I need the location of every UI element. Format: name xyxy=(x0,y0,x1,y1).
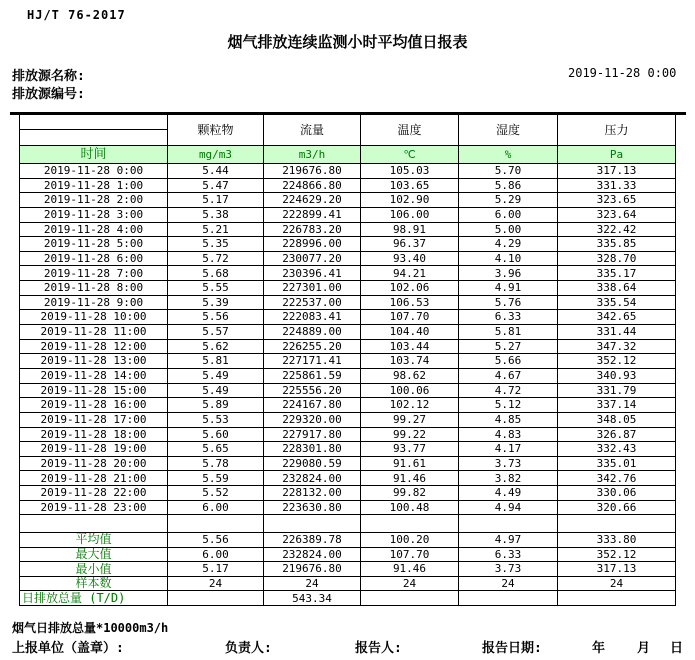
value-cell: 5.00 xyxy=(459,222,558,237)
time-cell: 2019-11-28 8:00 xyxy=(20,281,168,296)
value-cell: 5.78 xyxy=(168,456,264,471)
units-row xyxy=(20,146,676,164)
value-cell: 5.89 xyxy=(168,398,264,413)
time-cell: 2019-11-28 17:00 xyxy=(20,412,168,427)
year-label: 年 xyxy=(592,641,606,656)
value-cell: 335.54 xyxy=(558,295,676,310)
month-label: 月 xyxy=(637,641,651,656)
page-title: 烟气排放连续监测小时平均值日报表 xyxy=(227,33,468,51)
value-cell: 326.87 xyxy=(558,427,676,442)
value-cell: 5.59 xyxy=(168,471,264,486)
time-cell: 2019-11-28 5:00 xyxy=(20,237,168,252)
value-cell: 5.55 xyxy=(168,281,264,296)
time-cell: 2019-11-28 6:00 xyxy=(20,251,168,266)
value-cell: 5.49 xyxy=(168,368,264,383)
value-cell: 224889.00 xyxy=(264,325,361,340)
value-cell: 335.01 xyxy=(558,456,676,471)
value-cell: 93.40 xyxy=(361,251,459,266)
value-cell: 222537.00 xyxy=(264,295,361,310)
value-cell: 4.17 xyxy=(459,442,558,457)
time-cell: 2019-11-28 7:00 xyxy=(20,266,168,281)
summary-value-cell xyxy=(361,591,459,606)
daily-total-note: 烟气日排放总量*10000m3/h xyxy=(12,621,169,635)
table-row xyxy=(20,368,676,383)
value-cell: 102.12 xyxy=(361,398,459,413)
value-cell: 5.53 xyxy=(168,412,264,427)
table-row xyxy=(20,178,676,193)
table-row xyxy=(20,442,676,457)
value-cell: 225556.20 xyxy=(264,383,361,398)
value-cell: 6.00 xyxy=(459,207,558,222)
summary-value-cell: 91.46 xyxy=(361,562,459,577)
header-empty-cell xyxy=(20,130,168,146)
value-cell: 5.56 xyxy=(168,310,264,325)
unit-pressure: Pa xyxy=(558,146,676,164)
time-cell: 2019-11-28 1:00 xyxy=(20,178,168,193)
value-cell: 102.06 xyxy=(361,281,459,296)
table-row xyxy=(20,383,676,398)
value-cell: 4.85 xyxy=(459,412,558,427)
header-row-top xyxy=(20,115,676,130)
value-cell: 99.22 xyxy=(361,427,459,442)
reporter-label: 报告人: xyxy=(355,641,402,656)
value-cell: 5.44 xyxy=(168,164,264,179)
value-cell: 342.65 xyxy=(558,310,676,325)
value-cell: 317.13 xyxy=(558,164,676,179)
value-cell: 335.85 xyxy=(558,237,676,252)
column-header-pm: 颗粒物 xyxy=(168,115,264,146)
table-row xyxy=(20,207,676,222)
value-cell: 348.05 xyxy=(558,412,676,427)
time-cell: 2019-11-28 12:00 xyxy=(20,339,168,354)
column-header-flow: 流量 xyxy=(264,115,361,146)
time-cell: 2019-11-28 23:00 xyxy=(20,500,168,515)
table-row xyxy=(20,325,676,340)
time-cell: 2019-11-28 4:00 xyxy=(20,222,168,237)
table-row xyxy=(20,266,676,281)
value-cell: 106.00 xyxy=(361,207,459,222)
value-cell: 323.65 xyxy=(558,193,676,208)
summary-value-cell: 100.20 xyxy=(361,532,459,547)
value-cell: 100.06 xyxy=(361,383,459,398)
summary-row xyxy=(20,591,676,606)
summary-value-cell: 6.33 xyxy=(459,547,558,562)
value-cell: 4.83 xyxy=(459,427,558,442)
value-cell: 228132.00 xyxy=(264,486,361,501)
responsible-person-label: 负责人: xyxy=(225,641,272,656)
source-name-label: 排放源名称: xyxy=(12,69,85,84)
value-cell: 227301.00 xyxy=(264,281,361,296)
time-cell: 2019-11-28 15:00 xyxy=(20,383,168,398)
value-cell: 226783.20 xyxy=(264,222,361,237)
value-cell: 104.40 xyxy=(361,325,459,340)
report-datetime: 2019-11-28 0:00 xyxy=(568,66,677,80)
summary-value-cell: 6.00 xyxy=(168,547,264,562)
table-row xyxy=(20,339,676,354)
value-cell: 4.29 xyxy=(459,237,558,252)
value-cell: 331.44 xyxy=(558,325,676,340)
value-cell: 232824.00 xyxy=(264,471,361,486)
value-cell: 5.12 xyxy=(459,398,558,413)
value-cell: 6.00 xyxy=(168,500,264,515)
summary-value-cell: 3.73 xyxy=(459,562,558,577)
value-cell: 5.72 xyxy=(168,251,264,266)
value-cell: 4.49 xyxy=(459,486,558,501)
column-header-pressure: 压力 xyxy=(558,115,676,146)
unit-temperature: ℃ xyxy=(361,146,459,164)
table-row xyxy=(20,310,676,325)
value-cell: 5.68 xyxy=(168,266,264,281)
value-cell: 223630.80 xyxy=(264,500,361,515)
value-cell: 229320.00 xyxy=(264,412,361,427)
value-cell: 222899.41 xyxy=(264,207,361,222)
table-row xyxy=(20,251,676,266)
value-cell: 228996.00 xyxy=(264,237,361,252)
summary-label: 日排放总量 (T/D) xyxy=(20,591,168,606)
value-cell: 4.67 xyxy=(459,368,558,383)
time-cell: 2019-11-28 3:00 xyxy=(20,207,168,222)
header-empty-cell xyxy=(20,115,168,130)
value-cell: 5.49 xyxy=(168,383,264,398)
table-row xyxy=(20,237,676,252)
value-cell: 323.64 xyxy=(558,207,676,222)
summary-row xyxy=(20,547,676,562)
value-cell: 5.21 xyxy=(168,222,264,237)
table-row xyxy=(20,500,676,515)
value-cell: 338.64 xyxy=(558,281,676,296)
time-cell: 2019-11-28 19:00 xyxy=(20,442,168,457)
value-cell: 103.44 xyxy=(361,339,459,354)
summary-value-cell: 24 xyxy=(361,576,459,591)
empty-cell xyxy=(361,515,459,533)
time-cell: 2019-11-28 0:00 xyxy=(20,164,168,179)
summary-value-cell: 24 xyxy=(168,576,264,591)
empty-cell xyxy=(558,515,676,533)
value-cell: 5.76 xyxy=(459,295,558,310)
summary-value-cell: 5.56 xyxy=(168,532,264,547)
value-cell: 352.12 xyxy=(558,354,676,369)
summary-row xyxy=(20,532,676,547)
summary-value-cell: 24 xyxy=(558,576,676,591)
value-cell: 5.70 xyxy=(459,164,558,179)
value-cell: 322.42 xyxy=(558,222,676,237)
column-header-temperature: 温度 xyxy=(361,115,459,146)
value-cell: 340.93 xyxy=(558,368,676,383)
summary-value-cell: 352.12 xyxy=(558,547,676,562)
summary-value-cell xyxy=(168,591,264,606)
value-cell: 227171.41 xyxy=(264,354,361,369)
value-cell: 4.91 xyxy=(459,281,558,296)
value-cell: 5.35 xyxy=(168,237,264,252)
summary-value-cell: 226389.78 xyxy=(264,532,361,547)
value-cell: 224629.20 xyxy=(264,193,361,208)
value-cell: 219676.80 xyxy=(264,164,361,179)
value-cell: 342.76 xyxy=(558,471,676,486)
summary-value-cell: 4.97 xyxy=(459,532,558,547)
time-cell: 2019-11-28 13:00 xyxy=(20,354,168,369)
day-label: 日 xyxy=(670,641,684,656)
summary-value-cell: 543.34 xyxy=(264,591,361,606)
empty-cell xyxy=(20,515,168,533)
summary-label: 最大值 xyxy=(20,547,168,562)
summary-value-cell xyxy=(459,591,558,606)
empty-cell xyxy=(168,515,264,533)
value-cell: 331.33 xyxy=(558,178,676,193)
summary-value-cell: 333.80 xyxy=(558,532,676,547)
value-cell: 4.72 xyxy=(459,383,558,398)
time-cell: 2019-11-28 18:00 xyxy=(20,427,168,442)
summary-label: 最小值 xyxy=(20,562,168,577)
value-cell: 4.94 xyxy=(459,500,558,515)
value-cell: 93.77 xyxy=(361,442,459,457)
summary-value-cell: 5.17 xyxy=(168,562,264,577)
value-cell: 91.61 xyxy=(361,456,459,471)
value-cell: 5.60 xyxy=(168,427,264,442)
value-cell: 5.27 xyxy=(459,339,558,354)
value-cell: 94.21 xyxy=(361,266,459,281)
time-cell: 2019-11-28 20:00 xyxy=(20,456,168,471)
unit-humidity: % xyxy=(459,146,558,164)
value-cell: 105.03 xyxy=(361,164,459,179)
value-cell: 335.17 xyxy=(558,266,676,281)
time-cell: 2019-11-28 2:00 xyxy=(20,193,168,208)
value-cell: 102.90 xyxy=(361,193,459,208)
value-cell: 227917.80 xyxy=(264,427,361,442)
value-cell: 330.06 xyxy=(558,486,676,501)
value-cell: 222083.41 xyxy=(264,310,361,325)
summary-value-cell: 317.13 xyxy=(558,562,676,577)
summary-value-cell xyxy=(558,591,676,606)
value-cell: 331.79 xyxy=(558,383,676,398)
table-row xyxy=(20,354,676,369)
value-cell: 328.70 xyxy=(558,251,676,266)
value-cell: 107.70 xyxy=(361,310,459,325)
time-cell: 2019-11-28 10:00 xyxy=(20,310,168,325)
value-cell: 98.91 xyxy=(361,222,459,237)
value-cell: 3.96 xyxy=(459,266,558,281)
value-cell: 100.48 xyxy=(361,500,459,515)
table-row xyxy=(20,222,676,237)
value-cell: 226255.20 xyxy=(264,339,361,354)
value-cell: 225861.59 xyxy=(264,368,361,383)
value-cell: 5.57 xyxy=(168,325,264,340)
reporting-unit-label: 上报单位（盖章）: xyxy=(12,641,124,656)
summary-row xyxy=(20,562,676,577)
time-cell: 2019-11-28 11:00 xyxy=(20,325,168,340)
value-cell: 230077.20 xyxy=(264,251,361,266)
table-row xyxy=(20,193,676,208)
source-code-label: 排放源编号: xyxy=(12,87,85,102)
value-cell: 332.43 xyxy=(558,442,676,457)
summary-value-cell: 24 xyxy=(264,576,361,591)
value-cell: 224167.80 xyxy=(264,398,361,413)
table-row xyxy=(20,427,676,442)
value-cell: 5.17 xyxy=(168,193,264,208)
table-row xyxy=(20,456,676,471)
value-cell: 5.62 xyxy=(168,339,264,354)
value-cell: 337.14 xyxy=(558,398,676,413)
table-row xyxy=(20,295,676,310)
summary-value-cell: 219676.80 xyxy=(264,562,361,577)
value-cell: 91.46 xyxy=(361,471,459,486)
value-cell: 320.66 xyxy=(558,500,676,515)
summary-value-cell: 24 xyxy=(459,576,558,591)
value-cell: 6.33 xyxy=(459,310,558,325)
value-cell: 5.66 xyxy=(459,354,558,369)
value-cell: 230396.41 xyxy=(264,266,361,281)
time-cell: 2019-11-28 21:00 xyxy=(20,471,168,486)
value-cell: 4.10 xyxy=(459,251,558,266)
report-date-label: 报告日期: xyxy=(482,641,542,656)
value-cell: 5.81 xyxy=(459,325,558,340)
value-cell: 99.82 xyxy=(361,486,459,501)
table-row xyxy=(20,281,676,296)
value-cell: 5.29 xyxy=(459,193,558,208)
summary-value-cell: 107.70 xyxy=(361,547,459,562)
value-cell: 5.52 xyxy=(168,486,264,501)
value-cell: 3.82 xyxy=(459,471,558,486)
value-cell: 106.53 xyxy=(361,295,459,310)
table-row xyxy=(20,412,676,427)
value-cell: 5.47 xyxy=(168,178,264,193)
column-header-humidity: 湿度 xyxy=(459,115,558,146)
unit-pm: mg/m3 xyxy=(168,146,264,164)
time-cell: 2019-11-28 14:00 xyxy=(20,368,168,383)
empty-cell xyxy=(459,515,558,533)
time-cell: 2019-11-28 16:00 xyxy=(20,398,168,413)
value-cell: 5.39 xyxy=(168,295,264,310)
empty-cell xyxy=(264,515,361,533)
unit-flow: m3/h xyxy=(264,146,361,164)
table-row xyxy=(20,486,676,501)
summary-label: 样本数 xyxy=(20,576,168,591)
value-cell: 229080.59 xyxy=(264,456,361,471)
standard-number: HJ/T 76-2017 xyxy=(27,8,126,22)
summary-value-cell: 232824.00 xyxy=(264,547,361,562)
time-column-header: 时间 xyxy=(20,146,168,164)
value-cell: 5.86 xyxy=(459,178,558,193)
value-cell: 5.38 xyxy=(168,207,264,222)
table-row xyxy=(20,398,676,413)
summary-row xyxy=(20,576,676,591)
table-row xyxy=(20,164,676,179)
report-table xyxy=(19,114,676,606)
time-cell: 2019-11-28 9:00 xyxy=(20,295,168,310)
value-cell: 103.65 xyxy=(361,178,459,193)
value-cell: 347.32 xyxy=(558,339,676,354)
separator-row xyxy=(20,515,676,533)
value-cell: 3.73 xyxy=(459,456,558,471)
time-cell: 2019-11-28 22:00 xyxy=(20,486,168,501)
value-cell: 228301.80 xyxy=(264,442,361,457)
value-cell: 103.74 xyxy=(361,354,459,369)
value-cell: 5.65 xyxy=(168,442,264,457)
table-row xyxy=(20,471,676,486)
value-cell: 99.27 xyxy=(361,412,459,427)
value-cell: 224866.80 xyxy=(264,178,361,193)
value-cell: 98.62 xyxy=(361,368,459,383)
summary-label: 平均值 xyxy=(20,532,168,547)
value-cell: 96.37 xyxy=(361,237,459,252)
value-cell: 5.81 xyxy=(168,354,264,369)
